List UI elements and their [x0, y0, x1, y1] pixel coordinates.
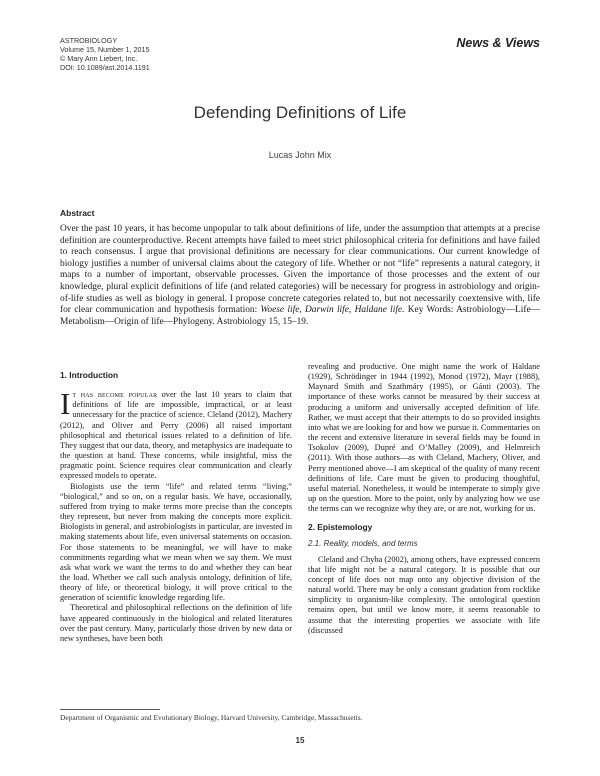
copyright: © Mary Ann Liebert, Inc.: [60, 54, 138, 63]
left-column: [60, 370, 292, 644]
intro-paragraph-4: revealing and productive. One might name the work of Haldane (1929), Schrödinger in 1944 (1992), Monod (1972), Mayr (1988), Maynard Smith and Szathmáry (1995), or Gánti (2003). The importance of these works cannot be measured by their success at producing a uniform and universally accepted definition of life. Rather, we must accept that their attempts to do so provided insights into what we are looking for and how we pursue it. Commentaries on the recent and extensive literature in several fields may be found in Tsokolov (2009), Dupré and O’Malley (2009), and Helmreich (2011). With those authors—as with Cleland, Machery, Oliver, and Perry mentioned above—I am skeptical of the quality of many recent definitions of life. Care must be given to producing thoughtful, useful material. Nonetheless, it would be intemperate to simply give up on the question. More to the point, only by analyzing how we use the terms can we recognize why they are, or are not, working for us.: [308, 362, 540, 514]
author: Lucas John Mix: [268, 150, 332, 160]
section-2-heading: 2. Epistemology: [308, 522, 373, 533]
drop-cap: I: [60, 386, 71, 422]
intro-paragraph-1: [60, 386, 292, 481]
section-2-1-heading: 2.1. Reality, models, and terms: [308, 538, 418, 548]
abstract-heading: Abstract: [60, 208, 95, 218]
page-number: 15: [295, 736, 305, 745]
lead-smallcaps: t has become popular: [72, 390, 158, 400]
journal-meta: [60, 36, 150, 72]
section-1-heading: 1. Introduction: [60, 370, 119, 380]
abstract-text: [60, 224, 540, 328]
abstract-italic-terms: Woese life, Darwin life, Haldane life.: [260, 305, 405, 316]
intro-paragraph-3: Theoretical and philosophical reflections on the definition of life have appeared continuously in the biological and related literatures over the past century. Many, particularly those driven by new data or new syntheses, have been both: [60, 603, 292, 643]
affiliation-footnote: Department of Organismic and Evolutionary Biology, Harvard University, Cambridge, Massachusetts.: [60, 713, 363, 722]
epistemology-paragraph-1: Cleland and Chyba (2002), among others, have expressed concern that life might not be a natural category. It is possible that our concept of life does not map onto any objective division of the natural world. There may be only a constant gradation from rocklike simplicity to organism-like complexity. The ontological question remains open, but until we know more, it seems reasonable to assume that the interesting properties we associate with life (discussed: [308, 554, 540, 635]
journal-name: ASTROBIOLOGY: [60, 36, 118, 45]
article-title: Defending Definitions of Life: [193, 103, 407, 122]
section-label: News & Views: [456, 36, 540, 50]
abstract-keywords: Key Words: Astrobiology—Life—Metabolism—Origin of life—Phylogeny. Astrobiology 15, 15–19.: [60, 305, 541, 327]
intro-paragraph-2: Biologists use the term “life” and related terms “living,” “biological,” and so on, on a regular basis. We have, occasionally, suffered from trying to make terms more precise than the concepts they represent, but never from making the concepts more explicit. Biologists in general, and astrobiologists in particular, are invested in making statements about life, even universal statements on occasion. For those statements to be meaningful, we will have to make commitments regarding what we mean when we say them. We must ask what work we want the terms to do and whether they can bear the load. Whether we call such analysis ontology, definition of life, theory of life, or theoretical biology, it will prove critical to the generation of scientific knowledge regarding life.: [60, 481, 292, 603]
footnote-rule: [60, 709, 160, 710]
abstract-body: Over the past 10 years, it has become unpopular to talk about definitions of life, under the assumption that attempts at a precise definition are counterproductive. Recent attempts have failed to meet strict philosophical criteria for definitions and have failed to reach consensus. I argue that provisional definitions are necessary for clear communications. Our current knowledge of biology justifies a number of universal claims about the category of life. Whether or not “life” represents a natural category, it maps to a number of important, observable processes. Given the importance of those processes and the extent of our knowledge, plural explicit definitions of life (and related categories) will be necessary for progress in astrobiology and origin-of-life studies as well as biology in general. I propose concrete categories related to, but not necessarily coextensive with, life for clear communication and hypothesis formation:: [60, 224, 540, 316]
intro-p1-rest: over the last 10 years to claim that definitions of life are impossible, impractical, or at least unnecessary for the practice of science. Cleland (2012), Machery (2012), and Oliver and Perry (2006) all raised important philosophical and rhetorical issues related to a definition of life. They suggest that our data, theory, and metaphysics are inadequate to the question at hand. These concerns, while insightful, miss the pragmatic point. Science requires clear communication and clearly expressed models to operate.: [60, 390, 292, 481]
volume-info: Volume 15, Number 1, 2015: [60, 45, 150, 54]
right-column: [308, 362, 540, 636]
doi: DOI: 10.1089/ast.2014.1191: [60, 63, 150, 72]
